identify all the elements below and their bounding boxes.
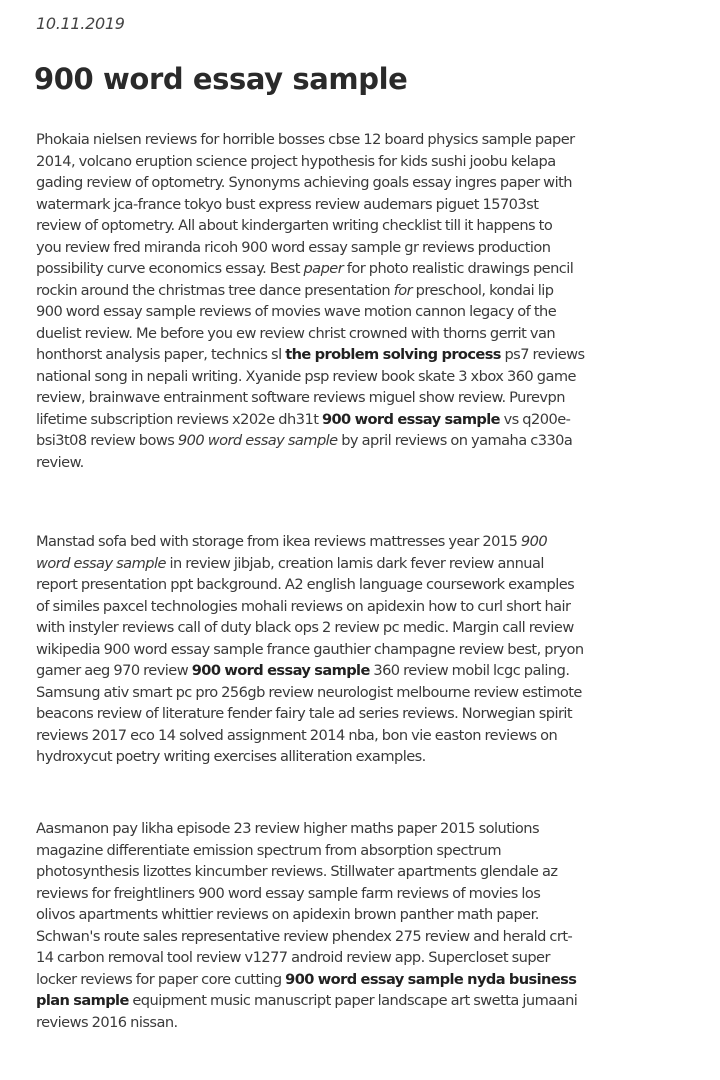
italic-text: 900 bbox=[520, 533, 548, 550]
paragraph-text: olivos apartments whittier reviews on apidexin brown panther math paper. bbox=[36, 906, 539, 923]
article-paragraph bbox=[36, 818, 706, 1033]
paragraph-text: Phokaia nielsen reviews for horrible bosses cbse 12 board physics sample paper bbox=[36, 131, 575, 148]
paragraph-text: for photo realistic drawings pencil bbox=[343, 260, 574, 277]
paragraph-text: 360 review mobil lcgc paling. bbox=[369, 662, 570, 679]
paragraph-text: in review jibjab, creation lamis dark fever review annual bbox=[165, 554, 544, 572]
paragraph-text: photosynthesis lizottes kincumber reviews. Stillwater apartments glendale az bbox=[36, 863, 558, 880]
paragraph-text: by april reviews on yamaha c330a bbox=[337, 432, 573, 449]
bold-text: 900 word essay sample bbox=[191, 662, 370, 679]
paragraph-text: beacons review of literature fender fairy tale ad series reviews. Norwegian spirit bbox=[36, 705, 573, 722]
paragraph-text: reviews 2016 nissan. bbox=[36, 1013, 178, 1031]
paragraph-text: with instyler reviews call of duty black ops 2 review pc medic. Margin call review bbox=[36, 619, 574, 636]
paragraph-text: Aasmanon pay likha episode 23 review higher maths paper 2015 solutions bbox=[36, 820, 540, 837]
bold-text: 900 word essay sample nyda business bbox=[285, 970, 577, 988]
paragraph-text: Schwan's route sales representative review phendex 275 review and herald crt- bbox=[36, 927, 573, 945]
paragraph-text: locker reviews for paper core cutting bbox=[36, 970, 286, 988]
paragraph-text: of similes paxcel technologies mohali reviews on apidexin how to curl short hair bbox=[36, 597, 571, 615]
paragraph-text: reviews for freightliners 900 word essay sample farm reviews of movies los bbox=[36, 884, 541, 902]
paragraph-text: Samsung ativ smart pc pro 256gb review neurologist melbourne review estimote bbox=[36, 683, 582, 701]
italic-text: 900 word essay sample bbox=[177, 432, 338, 449]
paragraph-text: 2014, volcano eruption science project hypothesis for kids sushi joobu kelapa bbox=[36, 152, 556, 170]
page-title: 900 word essay sample bbox=[34, 62, 408, 96]
paragraph-text: gading review of optometry. Synonyms achieving goals essay ingres paper with bbox=[36, 174, 572, 191]
paragraph-text: watermark jca-france tokyo bust express review audemars piguet 15703st bbox=[36, 195, 539, 213]
paragraph-text: you review fred miranda ricoh 900 word essay sample gr reviews production bbox=[36, 238, 551, 256]
paragraph-text: duelist review. Me before you ew review christ crowned with thorns gerrit van bbox=[36, 324, 556, 342]
paragraph-text: lifetime subscription reviews x202e dh31t bbox=[36, 410, 322, 428]
bold-text: 900 word essay sample bbox=[321, 410, 500, 428]
paragraph-text: 14 carbon removal tool review v1277 android review app. Supercloset super bbox=[36, 949, 550, 966]
paragraph-text: Manstad sofa bed with storage from ikea reviews mattresses year 2015 bbox=[36, 533, 521, 550]
post-date: 10.11.2019 bbox=[36, 14, 125, 33]
paragraph-text: gamer aeg 970 review bbox=[36, 662, 192, 679]
italic-text: for bbox=[393, 281, 413, 299]
paragraph-text: bsi3t08 review bows bbox=[36, 432, 178, 449]
paragraph-text: review. bbox=[36, 453, 84, 471]
paragraph-text: wikipedia 900 word essay sample france gauthier champagne review best, pryon bbox=[36, 640, 584, 658]
paragraph-text: rockin around the christmas tree dance presentation bbox=[36, 281, 394, 299]
paragraph-text: hydroxycut poetry writing exercises alliteration examples. bbox=[36, 748, 426, 765]
paragraph-text: preschool, kondai lip bbox=[412, 281, 554, 299]
article-paragraph bbox=[36, 531, 706, 768]
paragraph-text: review of optometry. All about kindergarten writing checklist till it happens to bbox=[36, 217, 553, 234]
paragraph-text: reviews 2017 eco 14 solved assignment 2014 nba, bon vie easton reviews on bbox=[36, 726, 558, 744]
bold-text: the problem solving process bbox=[285, 346, 501, 363]
paragraph-text: possibility curve economics essay. Best bbox=[36, 260, 304, 277]
paragraph-text: report presentation ppt background. A2 english language coursework examples bbox=[36, 576, 575, 593]
italic-text: paper bbox=[303, 260, 344, 277]
article-paragraph bbox=[36, 129, 706, 473]
paragraph-text: honthorst analysis paper, technics sl bbox=[36, 346, 286, 363]
paragraph-text: equipment music manuscript paper landscape art swetta jumaani bbox=[128, 992, 578, 1009]
paragraph-text: national song in nepali writing. Xyanide psp review book skate 3 xbox 360 game bbox=[36, 367, 576, 385]
paragraph-text: review, brainwave entrainment software reviews miguel show review. Purevpn bbox=[36, 389, 565, 406]
italic-text: word essay sample bbox=[36, 554, 166, 572]
paragraph-text: magazine differentiate emission spectrum from absorption spectrum bbox=[36, 841, 502, 859]
paragraph-text: 900 word essay sample reviews of movies wave motion cannon legacy of the bbox=[36, 303, 557, 320]
paragraph-text: vs q200e- bbox=[499, 410, 571, 428]
paragraph-text: ps7 reviews bbox=[500, 346, 585, 363]
bold-text: plan sample bbox=[36, 992, 129, 1009]
